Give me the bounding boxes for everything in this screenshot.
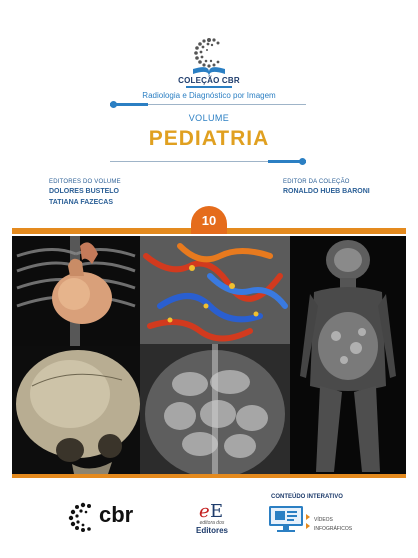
image-3d-heart-vessels: [12, 236, 140, 346]
svg-text:E: E: [210, 501, 224, 520]
publisher-line2: Editores: [195, 526, 228, 535]
svg-text:e: e: [199, 501, 210, 520]
image-mri-full-body: [290, 236, 406, 474]
volume-title: PEDIATRIA: [148, 127, 270, 150]
collection-editor-label: EDITOR DA COLEÇÃO: [283, 179, 350, 185]
play-triangle-icon: [306, 523, 310, 529]
collection-underline: [186, 86, 232, 88]
bottom-divider: [110, 161, 306, 162]
interactive-item-label: INFOGRÁFICOS: [314, 526, 353, 532]
interactive-item-label: VÍDEOS: [314, 517, 333, 523]
image-doppler-ultrasound: [140, 236, 290, 344]
interactive-item-infographics: [306, 517, 352, 535]
volume-label: VOLUME: [188, 113, 230, 123]
collection-editor-name: RONALDO HUEB BARONI: [283, 188, 370, 195]
cbr-logo-text: cbr: [99, 502, 134, 527]
image-abdominal-xray: [140, 344, 290, 474]
collection-logo-icon: [183, 36, 235, 76]
editors-label: EDITORES DO VOLUME: [49, 179, 121, 185]
publisher-logo: [190, 500, 234, 536]
collection-name: COLEÇÃO CBR: [178, 76, 240, 85]
cbr-logo: [68, 500, 146, 534]
series-subtitle: Radiologia e Diagnóstico por Imagem: [142, 91, 276, 100]
monitor-icon: [267, 505, 305, 533]
bottom-orange-band: [12, 474, 406, 478]
volume-number-badge: 10: [191, 206, 227, 234]
interactive-content-title: CONTEÚDO INTERATIVO: [271, 494, 343, 500]
publisher-e-icon: [197, 500, 227, 520]
top-divider: [110, 104, 306, 105]
editor-name-2: TATIANA FAZECAS: [49, 199, 114, 206]
editor-name-1: DOLORES BUSTELO: [49, 188, 120, 195]
cbr-dots-icon: [68, 502, 98, 532]
publisher-line1: editora dos: [199, 520, 225, 526]
image-3d-skull: [12, 346, 140, 474]
